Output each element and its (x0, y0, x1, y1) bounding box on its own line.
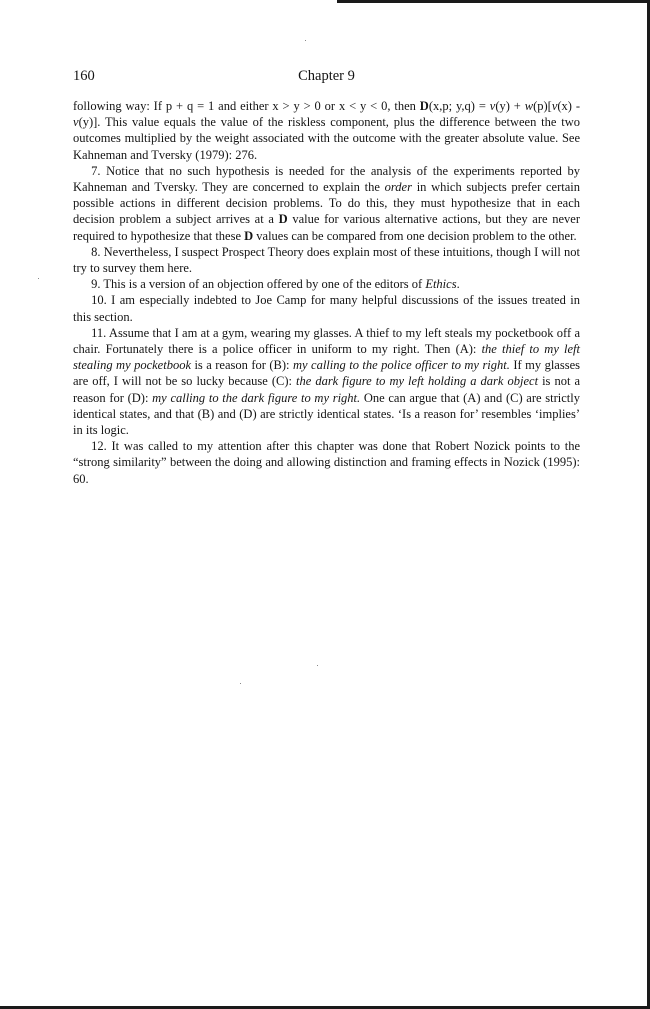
note-text: (p)[ (533, 99, 552, 113)
note-text: values can be compared from one decision problem to the other. (253, 228, 577, 243)
note-text: If my glasses are off, I will not be so lucky because (C): (73, 358, 580, 389)
italic-text: my calling to the police officer to my right. (293, 358, 510, 373)
endnotes-body (73, 98, 580, 487)
page-number: 160 (73, 68, 95, 84)
italic-text: v (489, 99, 496, 113)
scan-speck (240, 683, 241, 684)
scan-speck (317, 665, 318, 666)
note-7 (73, 163, 580, 244)
bold-text: D (419, 99, 429, 113)
note-text: (y) + (495, 99, 525, 113)
note-10 (73, 292, 580, 324)
note-12 (73, 438, 580, 487)
note-continuation (73, 98, 580, 163)
scan-speck (305, 40, 306, 41)
note-text: . (456, 277, 460, 292)
note-text: (y)]. This value equals the value of the riskless component, plus the difference between the two outcomes multiplied by the weight associated with the outcome with the greater absolute value. See Kahneman and Tversky (1979): 276. (73, 115, 580, 162)
italic-text: w (524, 99, 534, 113)
bold-text: D (244, 228, 254, 243)
note-text: value for various alternative actions, but they are never required to hypothesize that these (73, 212, 580, 243)
running-header (73, 66, 580, 86)
chapter-title: Chapter 9 (298, 68, 355, 84)
italic-text: Ethics (425, 277, 457, 292)
note-text: One can argue that (A) and (C) are strictly identical states, and that (B) and (D) are strictly identical states. ‘Is a reason for’ resembles ‘implies’ in its logic. (73, 390, 580, 438)
italic-text: the dark figure to my left holding a dark object (296, 374, 539, 389)
note-text: 10. I am especially indebted to Joe Camp for many helpful discussions of the issues treated in this section. (73, 293, 580, 324)
note-text: 9. This is a version of an objection offered by one of the editors of (91, 277, 426, 292)
note-11 (73, 325, 580, 438)
note-text: 7. Notice that no such hypothesis is needed for the analysis of the experiments reported by Kahneman and Tversky. They are concerned to explain the (73, 163, 580, 195)
scan-speck (38, 278, 39, 279)
italic-text: v (551, 99, 558, 113)
note-text: 11. Assume that I am at a gym, wearing my glasses. A thief to my left steals my pocketbook off a chair. Fortunately there is a police officer in uniform to my right. Then (A): (73, 325, 580, 357)
italic-text: order (384, 180, 412, 195)
bold-text: D (278, 212, 288, 227)
note-text: 8. Nevertheless, I suspect Prospect Theory does explain most of these intuitions, though I will not try to survey them here. (73, 244, 580, 276)
note-9 (73, 276, 580, 292)
italic-text: v (73, 115, 79, 130)
note-text: following way: If p + q = 1 and either x > y > 0 or x < y < 0, then (73, 99, 420, 113)
italic-text: the thief to my left stealing my pocketbook (73, 342, 580, 373)
note-text: in which subjects prefer certain possible actions in different decision problems. To do this, they must hypothesize that in each decision problem a subject arrives at a (73, 180, 580, 227)
note-text: (x,p; y,q) = (428, 99, 490, 113)
scan-edge-top (337, 0, 650, 3)
note-8 (73, 244, 580, 276)
italic-text: my calling to the dark figure to my right. (152, 390, 361, 405)
note-text: is not a reason for (D): (73, 374, 580, 405)
note-text: (x) - (557, 99, 580, 113)
note-text: is a reason for (B): (191, 358, 293, 373)
note-text: 12. It was called to my attention after this chapter was done that Robert Nozick points to the “strong similarity” between the doing and allowing distinction and framing effects in Nozick (1995): 60. (73, 439, 580, 486)
